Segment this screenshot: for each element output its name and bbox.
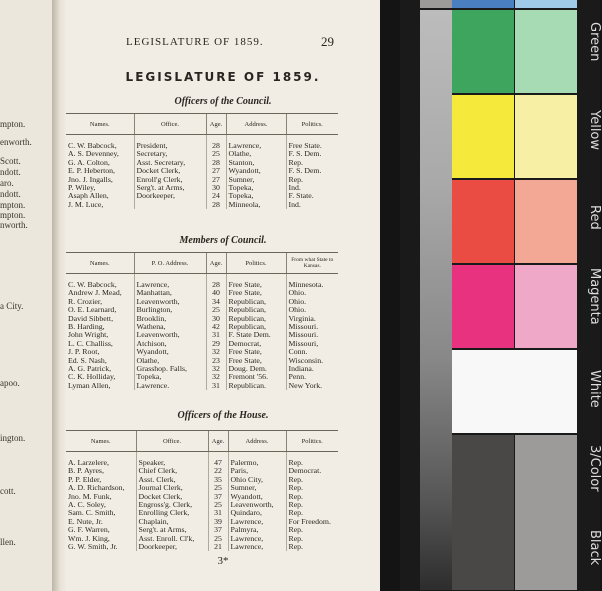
- table-cell: Free State,: [226, 348, 286, 356]
- column-header: Office.: [134, 114, 206, 135]
- table-cell: P. Wiley,: [68, 183, 96, 193]
- table-cell: 32: [206, 365, 226, 373]
- table-cell: Chief Clerk,: [136, 467, 208, 475]
- table-cell: 22: [208, 467, 228, 475]
- table-cell: Palermo,: [228, 459, 286, 467]
- cyan-patch: [515, 0, 577, 8]
- table-cell: Enrolling Clerk,: [136, 509, 208, 517]
- signature-mark: 3*: [217, 555, 229, 567]
- table-cell: Atchison,: [134, 340, 206, 348]
- table-cell: B. Harding,: [68, 322, 105, 332]
- table-cell: Minnesota.: [286, 281, 338, 289]
- table-cell: 40: [206, 289, 226, 297]
- table-cell: J. P. Root,: [68, 347, 100, 357]
- table-cell: Missouri,: [286, 340, 338, 348]
- table-cell: Wathena,: [134, 323, 206, 331]
- table-cell: F. State Dem.: [226, 331, 286, 339]
- table-cell: Free State,: [226, 281, 286, 289]
- color-checker-card: [400, 0, 600, 591]
- table-cell: Ohio.: [286, 306, 338, 314]
- left-fragment: ndott.: [0, 167, 21, 177]
- column-header: Address.: [226, 114, 286, 135]
- table-cell: 27: [206, 176, 226, 184]
- table-row: [66, 382, 338, 390]
- table-cell: Missouri.: [286, 331, 338, 339]
- gray-patch-top: [420, 0, 452, 8]
- yellow-patch-light: [515, 95, 577, 178]
- left-fragment: nworth.: [0, 220, 28, 230]
- table-cell: Rep.: [286, 176, 338, 184]
- table-cell: 39: [208, 518, 228, 526]
- table-cell: G. F. Warren,: [68, 525, 110, 535]
- checker-label-yellow: Yellow: [587, 110, 602, 151]
- table-cell: Rep.: [286, 501, 338, 509]
- table-cell: Rep.: [286, 526, 338, 534]
- table-cell: Asst. Clerk,: [136, 476, 208, 484]
- table-cell: Fremont '56.: [226, 373, 286, 381]
- table-cell: Wyandott,: [228, 493, 286, 501]
- column-header: Age.: [208, 431, 228, 452]
- table-cell: G. A. Colton,: [68, 157, 110, 167]
- gray-scale-strip: [420, 10, 452, 590]
- table-cell: Wm. J. King,: [68, 533, 110, 543]
- house-officers-title: Officers of the House.: [177, 410, 269, 421]
- column-header: Age.: [206, 253, 226, 274]
- council-members-title: Members of Council.: [179, 235, 267, 246]
- table-cell: Asst. Enroll. Cl'k,: [136, 535, 208, 543]
- table-cell: Rep.: [286, 476, 338, 484]
- green-patch-light: [515, 10, 577, 93]
- table-cell: Rep.: [286, 493, 338, 501]
- checker-label-green: Green: [587, 22, 602, 62]
- table-cell: Stanton,: [226, 159, 286, 167]
- table-cell: 21: [208, 543, 228, 551]
- table-cell: 25: [208, 501, 228, 509]
- column-header: Office.: [136, 431, 208, 452]
- table-cell: Olathe,: [226, 150, 286, 158]
- column-header: Age.: [206, 114, 226, 135]
- table-cell: Olathe,: [134, 357, 206, 365]
- table-cell: David Sibbett,: [68, 313, 114, 323]
- table-cell: Journal Clerk,: [136, 484, 208, 492]
- column-header: Address.: [228, 431, 286, 452]
- table-cell: Democrat.: [286, 467, 338, 475]
- table-cell: Free State.: [286, 142, 338, 150]
- table-cell: Jno. M. Funk,: [68, 491, 112, 501]
- table-cell: Penn.: [286, 373, 338, 381]
- table-cell: Lyman Allen,: [68, 380, 111, 390]
- table-cell: G. W. Smith, Jr.: [68, 542, 118, 552]
- table-cell: Sumner,: [226, 176, 286, 184]
- magenta-patch-dark: [452, 265, 514, 348]
- table-cell: Asaph Allen,: [68, 191, 109, 201]
- left-fragment: enworth.: [0, 137, 32, 147]
- table-cell: 27: [206, 167, 226, 175]
- table-cell: 28: [206, 159, 226, 167]
- table-cell: Lawrence,: [226, 142, 286, 150]
- table-cell: Rep.: [286, 543, 338, 551]
- column-header: Names.: [66, 114, 134, 135]
- left-fragment: ndott.: [0, 189, 21, 199]
- table-cell: Rep.: [286, 484, 338, 492]
- table-cell: 28: [206, 142, 226, 150]
- magenta-patch-light: [515, 265, 577, 348]
- table-cell: F. State.: [286, 192, 338, 200]
- table-cell: Ind.: [286, 201, 338, 209]
- column-header: Names.: [66, 431, 136, 452]
- table-cell: Jno. J. Ingalls,: [68, 174, 113, 184]
- table-cell: 42: [206, 323, 226, 331]
- table-cell: Indiana.: [286, 365, 338, 373]
- table-cell: Topeka,: [226, 184, 286, 192]
- house-officers-table: [66, 430, 338, 551]
- table-cell: [134, 201, 206, 209]
- table-cell: Democrat,: [226, 340, 286, 348]
- red-patch-light: [515, 180, 577, 263]
- table-cell: 28: [206, 201, 226, 209]
- table-cell: Serg't. at Arms,: [136, 526, 208, 534]
- table-cell: Ind.: [286, 184, 338, 192]
- left-fragment: Scott.: [0, 156, 21, 166]
- left-fragment: ington.: [0, 433, 26, 443]
- table-cell: Sumner,: [228, 484, 286, 492]
- table-cell: 37: [208, 493, 228, 501]
- column-header: Names.: [66, 253, 134, 274]
- table-cell: A. C. Soley,: [68, 500, 106, 510]
- column-header: P. O. Address.: [134, 253, 206, 274]
- table-cell: 30: [206, 315, 226, 323]
- table-cell: 47: [208, 459, 228, 467]
- table-cell: 28: [206, 281, 226, 289]
- column-header: Politics.: [226, 253, 286, 274]
- table-cell: Ohio.: [286, 298, 338, 306]
- page-title: LEGISLATURE OF 1859.: [125, 70, 321, 84]
- left-page-fragment: [0, 0, 53, 591]
- red-patch-dark: [452, 180, 514, 263]
- table-cell: Wyandott,: [226, 167, 286, 175]
- table-cell: F. S. Dem.: [286, 150, 338, 158]
- table-cell: 29: [206, 340, 226, 348]
- table-cell: E. Nute, Jr.: [68, 516, 103, 526]
- table-cell: 31: [206, 331, 226, 339]
- table-cell: Engross'g. Clerk,: [136, 501, 208, 509]
- table-cell: Republican,: [226, 306, 286, 314]
- table-cell: C. W. Babcock,: [68, 280, 117, 289]
- table-cell: For Freedom.: [286, 518, 338, 526]
- table-cell: Burlington,: [134, 306, 206, 314]
- table-cell: Andrew J. Mead,: [68, 288, 122, 298]
- table-cell: Republican,: [226, 315, 286, 323]
- left-fragment: mpton.: [0, 210, 26, 220]
- table-cell: Brooklin,: [134, 315, 206, 323]
- table-cell: Speaker,: [136, 459, 208, 467]
- table-cell: 25: [206, 306, 226, 314]
- table-cell: B. P. Ayres,: [68, 466, 104, 476]
- table-cell: Lawrence,: [228, 543, 286, 551]
- table-cell: Doug. Dem.: [226, 365, 286, 373]
- table-cell: Lawrence,: [228, 518, 286, 526]
- left-fragment: apoo.: [0, 378, 20, 388]
- table-cell: 25: [206, 150, 226, 158]
- table-cell: A. Larzelere,: [68, 458, 109, 467]
- table-cell: New York.: [286, 382, 338, 390]
- table-cell: Doorkeeper,: [134, 192, 206, 200]
- page-number: 29: [321, 34, 334, 49]
- gray-patch-mid: [515, 435, 577, 590]
- table-cell: Leavenworth,: [134, 298, 206, 306]
- table-cell: E. P. Heberton,: [68, 166, 115, 176]
- table-cell: 24: [206, 192, 226, 200]
- table-cell: Wisconsin.: [286, 357, 338, 365]
- table-cell: 37: [208, 526, 228, 534]
- table-cell: Topeka,: [226, 192, 286, 200]
- table-cell: C. W. Babcock,: [68, 141, 117, 150]
- table-cell: 25: [208, 535, 228, 543]
- table-cell: Minneola,: [226, 201, 286, 209]
- table-cell: 23: [206, 357, 226, 365]
- table-cell: Rep.: [286, 535, 338, 543]
- table-cell: 25: [208, 484, 228, 492]
- column-header: Politics.: [286, 114, 338, 135]
- checker-label-red: Red: [587, 205, 602, 230]
- table-cell: L. C. Challiss,: [68, 338, 113, 348]
- table-cell: Virginia.: [286, 315, 338, 323]
- checker-label-3color: 3/Color: [587, 445, 602, 492]
- table-cell: Wyandott,: [134, 348, 206, 356]
- table-cell: Sam. C. Smith,: [68, 508, 116, 518]
- gray-patch-dark: [452, 435, 514, 590]
- table-cell: Doorkeeper,: [136, 543, 208, 551]
- checker-label-black: Black: [587, 530, 602, 566]
- table-cell: Palmyra,: [228, 526, 286, 534]
- table-cell: Topeka,: [134, 373, 206, 381]
- table-cell: 35: [208, 476, 228, 484]
- table-cell: A. D. Richardson,: [68, 483, 125, 493]
- table-cell: J. M. Luce,: [68, 199, 104, 209]
- table-cell: P. P. Elder,: [68, 474, 102, 484]
- table-cell: Ohio.: [286, 289, 338, 297]
- table-cell: Paris,: [228, 467, 286, 475]
- table-cell: O. E. Learnard,: [68, 305, 117, 315]
- council-officers-title: Officers of the Council.: [174, 96, 272, 107]
- table-cell: Lawrence,: [134, 281, 206, 289]
- table-cell: Docket Clerk,: [134, 167, 206, 175]
- table-cell: Grasshop. Falls,: [134, 365, 206, 373]
- left-fragment: llen.: [0, 537, 16, 547]
- checker-label-white: White: [587, 370, 602, 408]
- white-patch: [452, 350, 577, 433]
- table-cell: Ohio City,: [228, 476, 286, 484]
- table-cell: Lawrence,: [228, 535, 286, 543]
- table-cell: 31: [206, 382, 226, 390]
- table-cell: 34: [206, 298, 226, 306]
- column-header: From what State to Kansas.: [286, 253, 338, 274]
- table-cell: Chaplain,: [136, 518, 208, 526]
- left-fragment: mpton.: [0, 200, 26, 210]
- council-members-table: [66, 252, 338, 390]
- table-cell: A. G. Patrick,: [68, 364, 112, 374]
- table-cell: Ed. S. Nash,: [68, 355, 107, 365]
- table-cell: R. Crozier,: [68, 296, 103, 306]
- left-fragment: a City.: [0, 301, 24, 311]
- table-cell: A. S. Devenney,: [68, 149, 119, 159]
- table-cell: Free State,: [226, 357, 286, 365]
- left-fragment: mpton.: [0, 119, 26, 129]
- left-fragment: aro.: [0, 178, 14, 188]
- green-patch-dark: [452, 10, 514, 93]
- table-cell: Rep.: [286, 159, 338, 167]
- right-page: [66, 0, 380, 591]
- table-row: [66, 543, 338, 551]
- table-cell: President,: [134, 142, 206, 150]
- table-cell: Enroll'g Clerk,: [134, 176, 206, 184]
- table-cell: John Wright,: [68, 330, 109, 340]
- table-cell: Conn.: [286, 348, 338, 356]
- table-cell: Serg't. at Arms,: [134, 184, 206, 192]
- table-cell: Rep.: [286, 509, 338, 517]
- column-header: Politics.: [286, 431, 338, 452]
- table-cell: Docket Clerk,: [136, 493, 208, 501]
- running-head: LEGISLATURE OF 1859.: [126, 36, 264, 48]
- table-cell: Free State,: [226, 289, 286, 297]
- checker-label-magenta: Magenta: [587, 268, 602, 325]
- council-officers-table: [66, 113, 338, 209]
- table-cell: Republican,: [226, 298, 286, 306]
- blue-patch: [452, 0, 514, 8]
- table-cell: Leavenworth,: [134, 331, 206, 339]
- table-cell: 30: [206, 184, 226, 192]
- table-cell: Manhattan,: [134, 289, 206, 297]
- yellow-patch-dark: [452, 95, 514, 178]
- table-cell: Republican,: [226, 323, 286, 331]
- table-cell: Republican.: [226, 382, 286, 390]
- book-gutter: [52, 0, 66, 591]
- table-cell: 31: [208, 509, 228, 517]
- table-cell: Missouri.: [286, 323, 338, 331]
- table-cell: 32: [206, 348, 226, 356]
- table-cell: 32: [206, 373, 226, 381]
- table-cell: Rep.: [286, 459, 338, 467]
- table-cell: F. S. Dem.: [286, 167, 338, 175]
- table-cell: Leavenworth,: [228, 501, 286, 509]
- table-row: [66, 201, 338, 209]
- table-cell: Quindaro,: [228, 509, 286, 517]
- table-cell: Secretary,: [134, 150, 206, 158]
- table-cell: C. K. Holliday,: [68, 372, 116, 382]
- left-fragment: cott.: [0, 486, 16, 496]
- table-cell: Asst. Secretary,: [134, 159, 206, 167]
- table-cell: Lawrence.: [134, 382, 206, 390]
